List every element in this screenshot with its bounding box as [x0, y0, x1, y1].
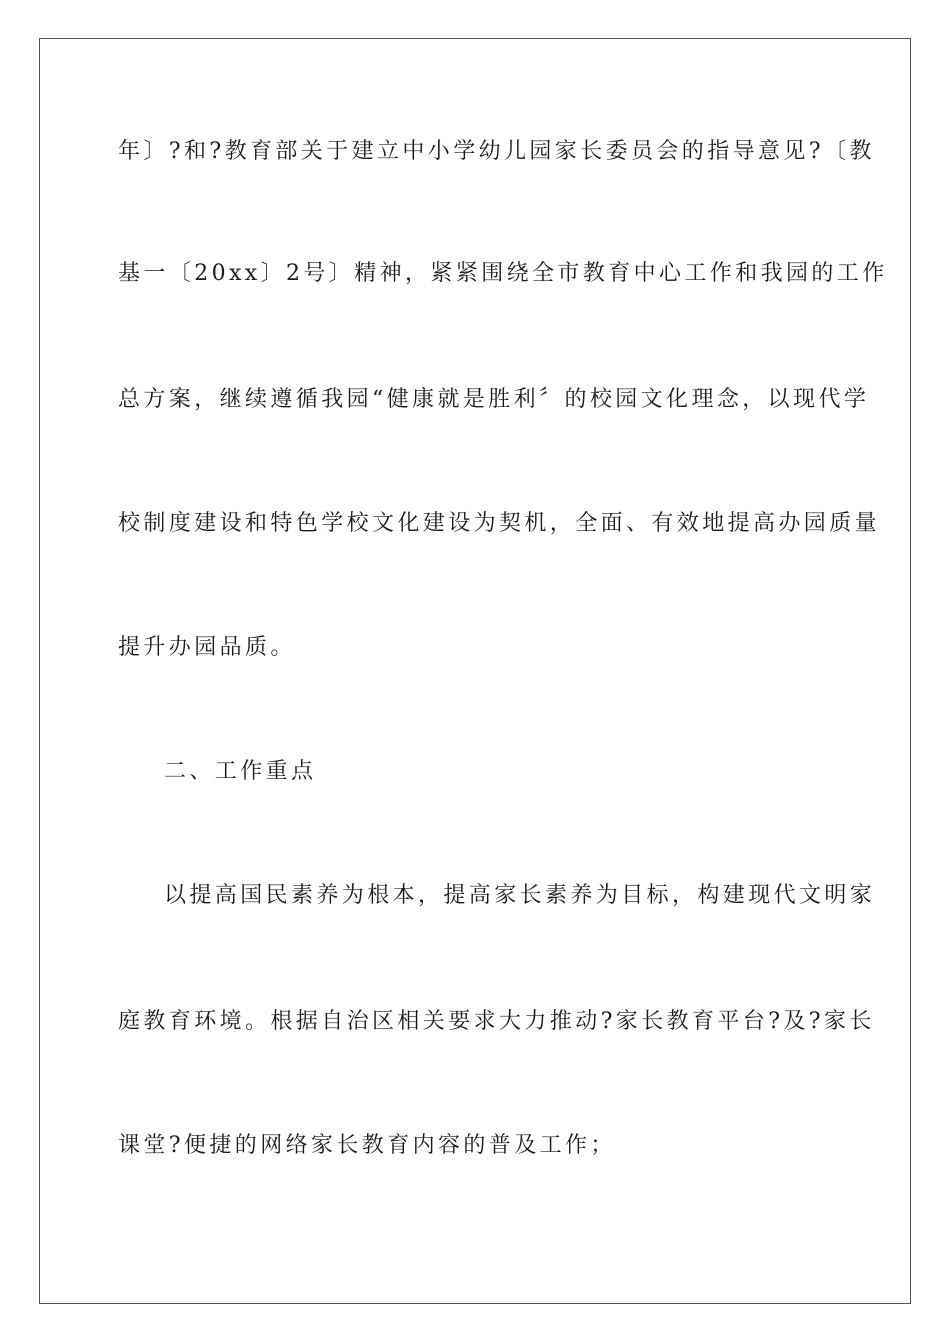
- paragraph-line-2: 基一〔20xx〕2号〕精神，紧紧围绕全市教育中心工作和我园的工作: [118, 261, 888, 286]
- paragraph-line-8: 课堂?便捷的网络家长教育内容的普及工作；: [118, 1133, 616, 1158]
- section-heading: 二、工作重点: [164, 759, 317, 784]
- paragraph-line-6: 以提高国民素养为根本，提高家长素养为目标，构建现代文明家: [164, 883, 876, 908]
- paragraph-line-4: 校制度建设和特色学校文化建设为契机，全面、有效地提高办园质量: [118, 511, 881, 536]
- paragraph-line-7: 庭教育环境。根据自治区相关要求大力推动?家长教育平台?及?家长: [118, 1009, 875, 1034]
- page-border: [39, 38, 911, 1304]
- paragraph-line-1: 年〕?和?教育部关于建立中小学幼儿园家长委员会的指导意见?〔教: [118, 139, 875, 164]
- paragraph-line-3: 总方案，继续遵循我园“健康就是胜利〞的校园文化理念，以现代学: [118, 387, 870, 412]
- paragraph-line-5: 提升办园品质。: [118, 635, 296, 660]
